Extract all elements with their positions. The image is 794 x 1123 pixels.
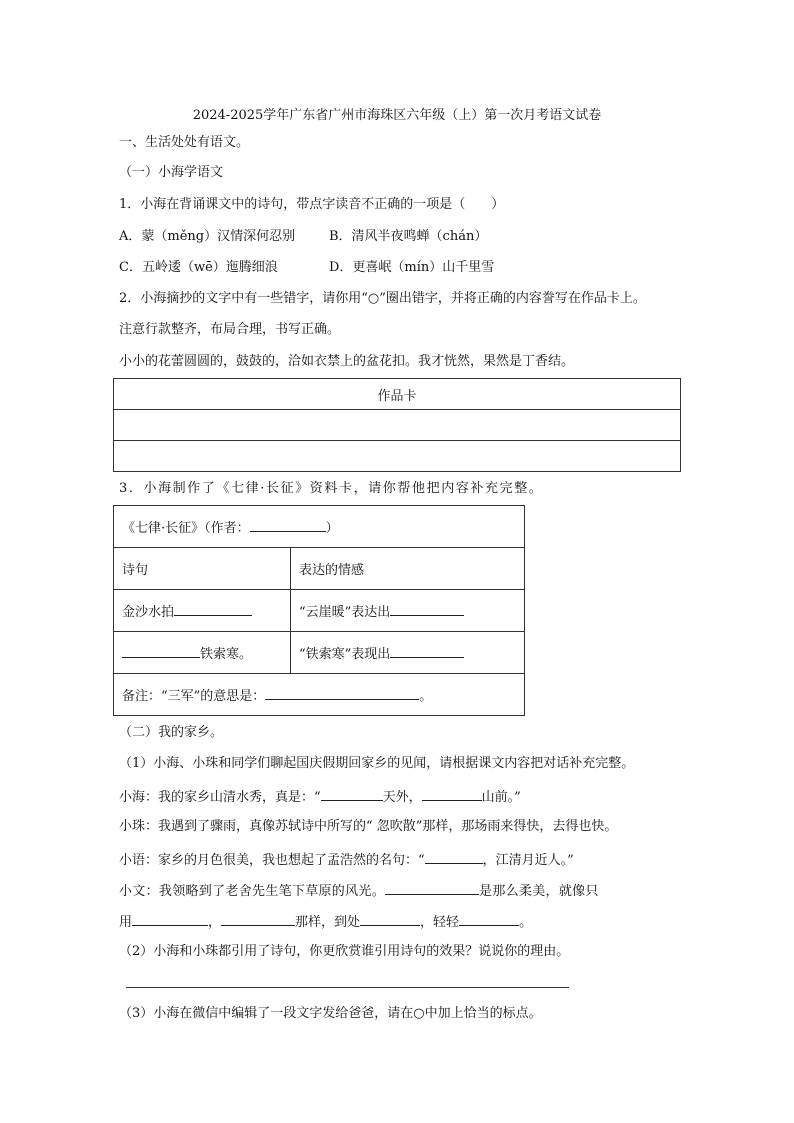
dialogue-text: 小海：我的家乡山清水秀，真是：“ — [119, 790, 321, 805]
sub-question-3: （3）小海在微信中编辑了一段文字发给爸爸，请在○中加上恰当的标点。 — [119, 1006, 542, 1021]
dialogue-text: 山前。” — [481, 790, 521, 805]
poem-line-blank[interactable] — [174, 601, 252, 616]
dialogue-text: 。 — [519, 915, 533, 930]
emotion-text: “铁索寒”表现出 — [299, 647, 391, 662]
question-1-option-c: C．五岭逶（wē）迤腾细浪 — [119, 260, 278, 275]
poem-line-cell — [114, 590, 291, 632]
fill-blank[interactable] — [385, 880, 479, 895]
answer-line[interactable] — [126, 987, 569, 988]
poem-line-text: 铁索寒。 — [200, 647, 253, 662]
author-blank[interactable] — [250, 517, 326, 532]
dialogue-xiaohai — [119, 786, 521, 807]
column-header-poem: 诗句 — [114, 548, 291, 590]
fill-blank[interactable] — [459, 911, 519, 926]
dialogue-text: 天外， — [382, 790, 422, 805]
fill-blank[interactable] — [132, 911, 208, 926]
work-card-table — [113, 378, 681, 472]
emotion-text: “云崖暖”表达出 — [299, 605, 391, 620]
question-1-option-a: A．蒙（měng）汉情深何忍别 — [119, 229, 296, 244]
part-heading: （一）小海学语文 — [119, 165, 224, 180]
poem-line-blank[interactable] — [122, 643, 200, 658]
note-row — [114, 674, 525, 716]
dialogue-text: 是那么柔美，就像只 — [479, 884, 599, 899]
emotion-blank[interactable] — [390, 643, 464, 658]
work-card-line[interactable] — [114, 441, 681, 472]
sub-question-2: （2）小海和小珠都引用了诗句，你更欣赏谁引用诗句的效果？说说你的理由。 — [119, 944, 570, 959]
note-label: 备注：“三军”的意思是： — [122, 689, 266, 704]
work-card-title: 作品卡 — [114, 379, 681, 410]
question-2-passage: 小小的花蕾圆圆的，鼓鼓的，洽如衣禁上的盆花扣。我才恍然，果然是丁香结。 — [119, 354, 575, 369]
dialogue-xiaowen-continued — [119, 911, 532, 932]
exam-title: 2024-2025学年广东省广州市海珠区六年级（上）第一次月考语文试卷 — [192, 108, 602, 123]
sub-question-1-intro: （1）小海、小珠和同学们聊起国庆假期回家乡的见闻，请根据课文内容把对话补充完整。 — [119, 756, 635, 771]
section-heading: 一、生活处处有语文。 — [119, 135, 250, 150]
question-2-stem: 2．小海摘抄的文字中有一些错字，请你用“○”圈出错字，并将正确的内容誊写在作品卡上。 — [119, 291, 646, 306]
dialogue-text: ， — [208, 915, 222, 930]
part-heading: （二）我的家乡。 — [119, 725, 224, 740]
dialogue-text: 那样，到处 — [295, 915, 361, 930]
question-1-option-d: D．更喜岷（mín）山千里雪 — [329, 260, 495, 275]
dialogue-text: 用 — [119, 915, 133, 930]
poem-line-text: 金沙水拍 — [122, 605, 175, 620]
dialogue-text: 小文：我领略到了老舍先生笔下草原的风光。 — [119, 884, 386, 899]
question-1-stem: 1．小海在背诵课文中的诗句，带点字读音不正确的一项是（ ） — [119, 197, 505, 212]
dialogue-text: ，江清月近人。” — [482, 853, 574, 868]
emotion-cell — [291, 590, 525, 632]
emotion-cell — [291, 632, 525, 674]
dialogue-text: 小语：家乡的月色很美，我也想起了孟浩然的名句：“ — [119, 853, 425, 868]
fill-blank[interactable] — [321, 786, 383, 801]
author-close: ） — [325, 521, 339, 536]
dialogue-text: ，轻轻 — [420, 915, 460, 930]
poem-author-label: 《七律·长征》（作者： — [122, 521, 250, 536]
work-card-line[interactable] — [114, 410, 681, 441]
poem-author-row — [114, 506, 525, 548]
note-period: 。 — [419, 689, 433, 704]
fill-blank[interactable] — [425, 849, 483, 864]
poem-info-card-table — [113, 505, 525, 716]
fill-blank[interactable] — [360, 911, 420, 926]
dialogue-xiaozhu: 小珠：我遇到了骤雨，真像苏轼诗中所写的“ 忽吹散”那样，那场雨来得快，去得也快。 — [119, 819, 618, 834]
column-header-emotion: 表达的情感 — [291, 548, 525, 590]
fill-blank[interactable] — [221, 911, 295, 926]
emotion-blank[interactable] — [390, 601, 464, 616]
question-2-instruction: 注意行款整齐，布局合理，书写正确。 — [119, 322, 341, 337]
poem-line-cell — [114, 632, 291, 674]
fill-blank[interactable] — [422, 786, 482, 801]
note-blank[interactable] — [265, 685, 419, 700]
question-1-option-b: B．清风半夜鸣蝉（chán） — [329, 229, 488, 244]
dialogue-xiaowen — [119, 880, 599, 901]
question-3-stem: 3．小海制作了《七律·长征》资料卡，请你帮他把内容补充完整。 — [119, 481, 544, 496]
dialogue-xiaoyu — [119, 849, 574, 870]
